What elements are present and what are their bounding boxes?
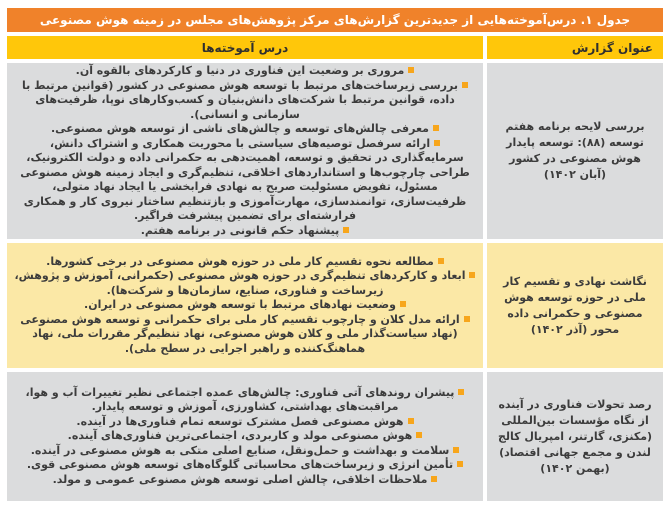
report-title-cell-row1: [487, 63, 663, 239]
lesson-text: هوش مصنوعی مولد و کاربردی، اجتماعی‌ترین فناوری‌های آینده.: [67, 429, 413, 443]
column-header-report-title: [487, 36, 663, 59]
lesson-item: [13, 64, 477, 79]
bullet-square-icon: [434, 140, 440, 146]
lesson-item: [13, 298, 477, 313]
lesson-item: [13, 429, 477, 444]
lesson-text: هوش مصنوعی فصل مشترک توسعه تمام فناوری‌ها در آینده.: [76, 414, 404, 428]
lesson-item: [13, 386, 477, 415]
column-header-lessons-label: درس آموخته‌ها: [201, 40, 289, 55]
report-title-text: رصد تحولات فناوری در آینده از نگاه مؤسسات بین‌المللی (مکنزی، گارتنر، امپریال کالج لندن و مجمع جهانی اقتصاد) (بهمن ۱۴۰۲): [497, 397, 653, 475]
lesson-text: تأمین انرژی و زیرساخت‌های محاسباتی گلوگاه‌های توسعه هوش مصنوعی قوی.: [26, 458, 454, 472]
lesson-text: ارائه مدل کلان و چارچوب تقسیم کار ملی برای حکمرانی و توسعه هوش مصنوعی (نهاد سیاست‌گذار ملی و کلان هوش مصنوعی، نهاد تنظیم‌گر مقررات ملی، نهاد هماهنگ‌کننده و راهبر اجرایی در سطح ملی).: [20, 312, 460, 355]
lessons-cell-row1: [7, 63, 483, 239]
lesson-text: ارائه سرفصل توصیه‌های سیاستی با محوریت همکاری و اشتراک دانش، سرمایه‌گذاری در تحقیق و توسعه، اهمیت‌دهی به حکمرانی داده و دولت الکترونیک، طراحی چارچوب‌ها و استانداردهای اخلاقی، تنظیم‌گری و ایجاد زمینه هوش مصنوعی مسئول، تفویض مسئولیت صریح به نهادی فرابخشی یا ایجاد نهاد متولی، ظرفیت‌سازی، توانمندسازی، مهارت‌آموزی و بازتنظیم ساختار نیروی کار و همکاری فرارشته‌ای برای تضمین پیشرفت فراگیر.: [20, 136, 470, 222]
bullet-square-icon: [462, 82, 468, 88]
lesson-text: معرفی چالش‌های توسعه و چالش‌های ناشی از توسعه هوش مصنوعی.: [51, 122, 429, 135]
report-title-text: نگاشت نهادی و تقسیم کار ملی در حوزه توسعه هوش مصنوعی و حکمرانی داده محور (آذر ۱۴۰۲): [503, 274, 647, 336]
lesson-text: پیشنهاد حکم قانونی در برنامه هفتم.: [140, 223, 340, 237]
bullet-square-icon: [431, 476, 437, 482]
report-title-text: بررسی لایحه برنامه هفتم توسعه (۸۸): توسعه پایدار هوش مصنوعی در کشور (آبان ۱۴۰۲): [505, 120, 645, 181]
lesson-item: [13, 137, 477, 224]
bullet-square-icon: [408, 67, 414, 73]
lesson-item: [13, 444, 477, 459]
lesson-text: مطالعه نحوه تقسیم کار ملی در حوزه هوش مصنوعی در برخی کشورها.: [46, 254, 434, 268]
lesson-text: بررسی زیرساخت‌های مرتبط با توسعه هوش مصنوعی در کشور (قوانین مرتبط با داده، قوانین مرتبط با شرکت‌های دانش‌بنیان و کسب‌وکارهای نوپا، ظرفیت‌های سازمانی و انسانی).: [22, 78, 458, 121]
bullet-square-icon: [343, 227, 349, 233]
lesson-text: ابعاد و کارکردهای تنظیم‌گری در حوزه هوش مصنوعی (حکمرانی، آموزش و پژوهش، زیرساخت و فناوری، صنایع، سازمان‌ها و شرکت‌ها).: [14, 269, 466, 297]
lesson-text: سلامت و بهداشت و حمل‌ونقل، صنایع اصلی متکی به هوش مصنوعی در آینده.: [30, 443, 450, 457]
lesson-item: [13, 473, 477, 488]
bullet-square-icon: [438, 258, 444, 264]
bullet-square-icon: [400, 301, 406, 307]
lesson-text: ملاحظات اخلاقی، چالش اصلی توسعه هوش مصنوعی عمومی و مولد.: [52, 472, 428, 486]
bullet-square-icon: [408, 418, 414, 424]
lesson-text: مروری بر وضعیت این فناوری در دنیا و کارکردهای بالقوه آن.: [75, 64, 405, 77]
lesson-item: [13, 224, 477, 239]
bullet-square-icon: [416, 432, 422, 438]
lesson-item: [13, 269, 477, 298]
lesson-item: [13, 255, 477, 270]
bullet-square-icon: [433, 125, 439, 131]
table-title-bar: [7, 8, 663, 32]
lesson-item: [13, 313, 477, 357]
report-title-cell-row2: [487, 243, 663, 368]
bullet-square-icon: [469, 272, 475, 278]
bullet-square-icon: [458, 389, 464, 395]
lesson-item: [13, 79, 477, 123]
lessons-table: [7, 8, 663, 501]
lessons-cell-row2: [7, 243, 483, 368]
column-header-lessons: [7, 36, 483, 59]
lesson-text: پیشران روندهای آتی فناوری: چالش‌های عمده اجتماعی نظیر تغییرات آب و هوا، مراقبت‌های بهداشتی، کشاورزی، آموزش و توسعه پایدار.: [25, 385, 455, 414]
bullet-square-icon: [453, 447, 459, 453]
report-title-cell-row3: [487, 372, 663, 501]
bullet-square-icon: [464, 316, 470, 322]
lesson-item: [13, 458, 477, 473]
lesson-text: وضعیت نهادهای مرتبط با توسعه هوش مصنوعی در ایران.: [84, 298, 396, 312]
lessons-cell-row3: [7, 372, 483, 501]
table-title: جدول ۱. درس‌آموخته‌هایی از جدیدترین گزارش‌های مرکز پژوهش‌های مجلس در زمینه هوش مصنوعی: [39, 13, 631, 27]
bullet-square-icon: [457, 461, 463, 467]
lesson-item: [13, 415, 477, 430]
column-header-report-title-label: عنوان گزارش: [571, 40, 653, 55]
lesson-item: [13, 122, 477, 137]
